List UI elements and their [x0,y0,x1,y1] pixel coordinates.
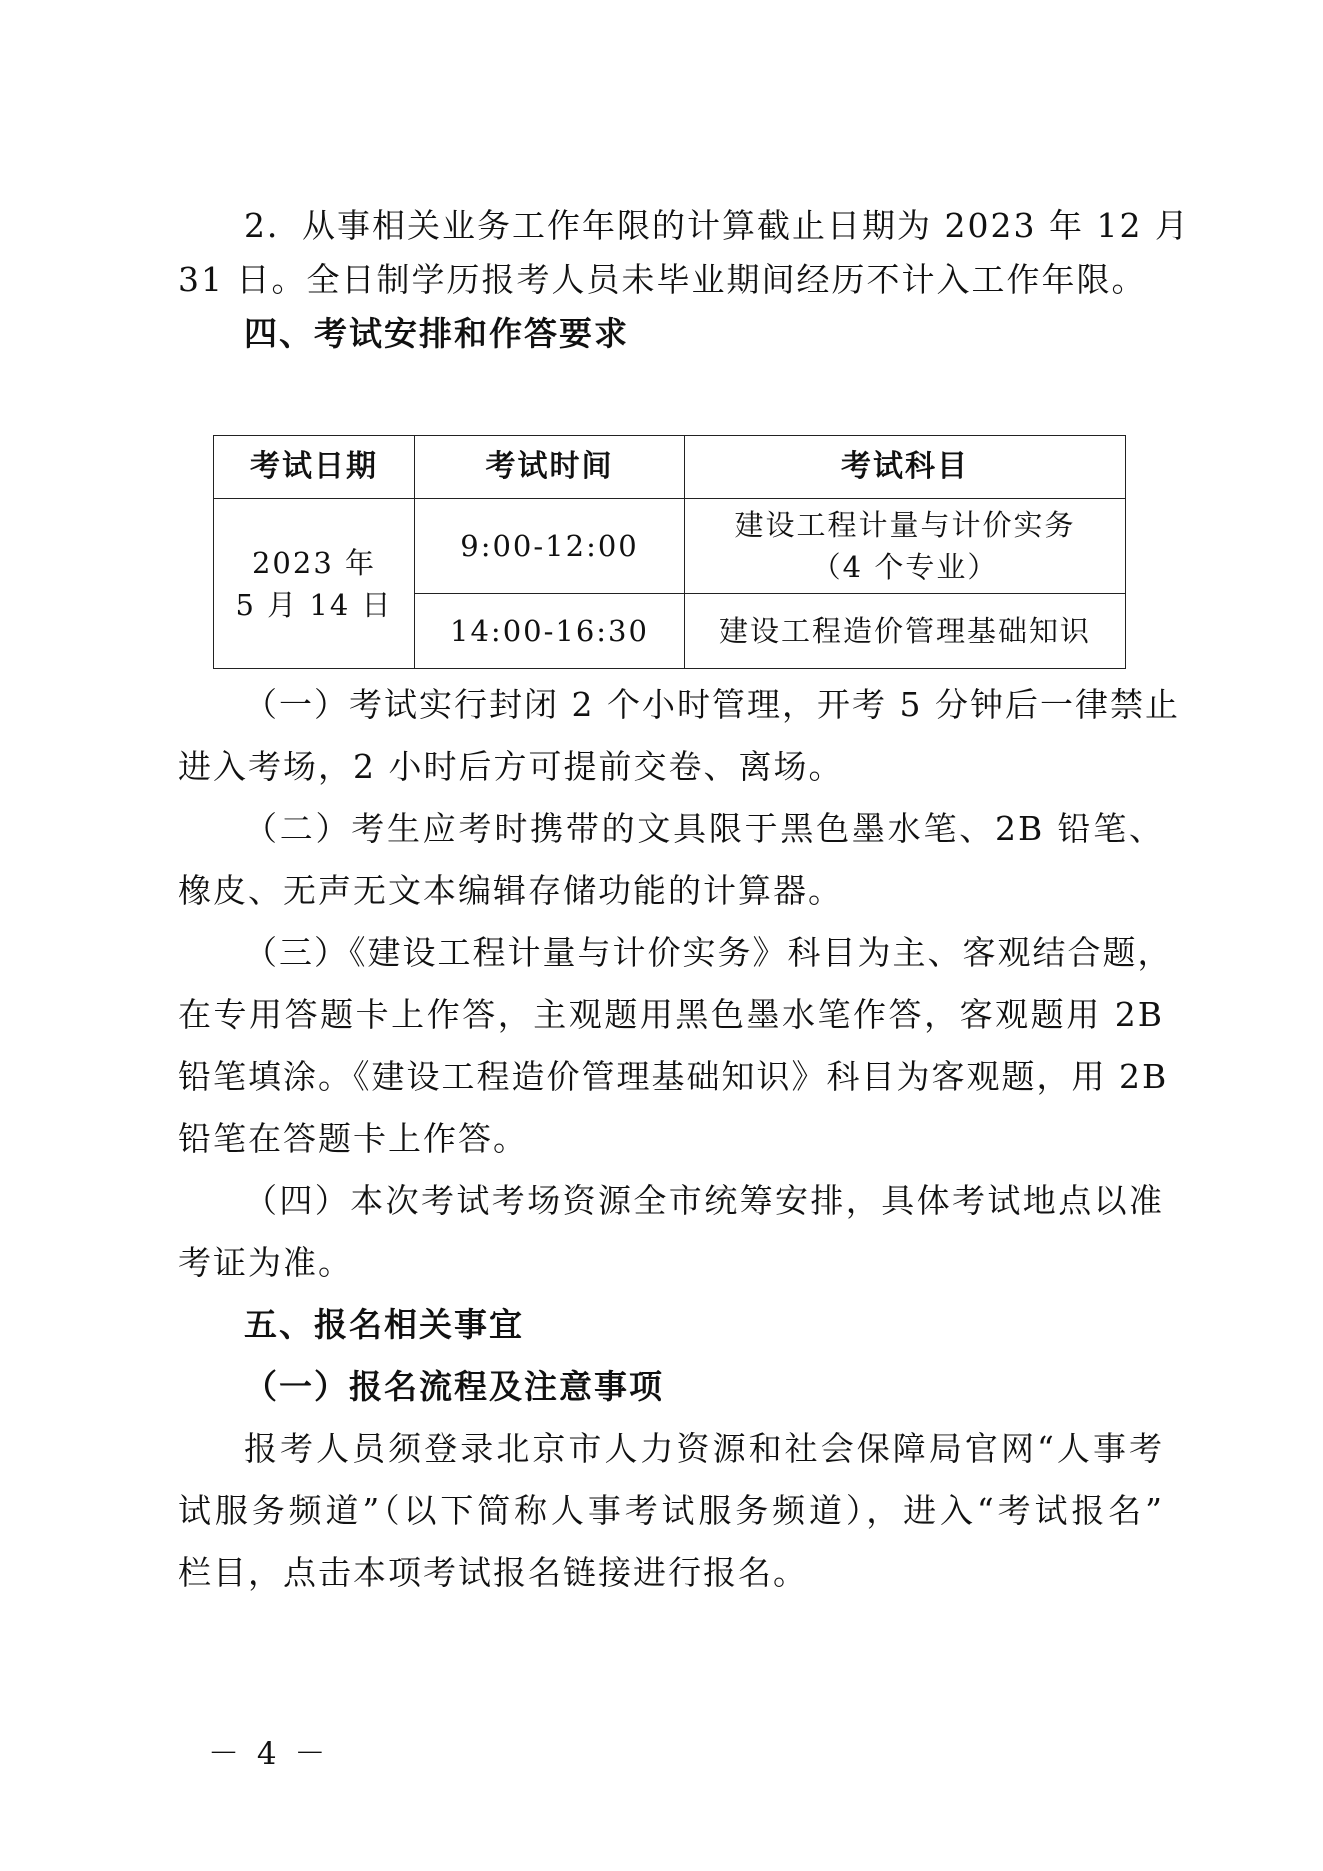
table-header-subject: 考试科目 [685,436,1126,499]
paragraph-answer-method-line-3: 铅笔填涂。《建设工程造价管理基础知识》科目为客观题，用 2B [178,1057,1169,1096]
paragraph-registration-line-2: 试服务频道”（以下简称人事考试服务频道），进入“考试报名” [178,1491,1164,1530]
paragraph-registration-line-3: 栏目，点击本项考试报名链接进行报名。 [178,1553,808,1592]
paragraph-closed-management-line-1: （一）考试实行封闭 2 个小时管理，开考 5 分钟后一律禁止 [244,685,1180,724]
exam-schedule-table [213,435,1126,669]
exam-time-cell: 14:00-16:30 [415,594,685,669]
paragraph-answer-method-line-4: 铅笔在答题卡上作答。 [178,1119,528,1158]
table-row [214,499,1126,594]
section-heading-registration: 五、报名相关事宜 [244,1305,524,1344]
exam-date-year: 2023 年 [251,545,377,580]
exam-subject-note: （4 个专业） [811,550,999,584]
exam-subject-name: 建设工程计量与计价实务 [734,508,1076,542]
subsection-heading-registration-process: （一）报名流程及注意事项 [244,1367,664,1406]
paragraph-answer-method-line-1: （三）《建设工程计量与计价实务》科目为主、客观结合题， [244,933,1173,972]
paragraph-exam-venue-line-1: （四）本次考试考场资源全市统筹安排，具体考试地点以准 [244,1181,1164,1220]
exam-date-cell [214,499,415,669]
paragraph-work-years-line-1: 2．从事相关业务工作年限的计算截止日期为 2023 年 12 月 [244,206,1190,245]
paragraph-stationery-line-2: 橡皮、无声无文本编辑存储功能的计算器。 [178,871,843,910]
table-header-row [214,436,1126,499]
paragraph-closed-management-line-2: 进入考场，2 小时后方可提前交卷、离场。 [178,747,844,786]
paragraph-registration-line-1: 报考人员须登录北京市人力资源和社会保障局官网“人事考 [244,1429,1164,1468]
section-heading-exam-arrangement: 四、考试安排和作答要求 [244,314,629,353]
exam-subject-cell: 建设工程造价管理基础知识 [685,594,1126,669]
exam-subject-cell [685,499,1126,594]
exam-date-day: 5 月 14 日 [235,587,393,622]
page-number: － 4 － [208,1736,330,1772]
table-header-time: 考试时间 [415,436,685,499]
paragraph-answer-method-line-2: 在专用答题卡上作答，主观题用黑色墨水笔作答，客观题用 2B [178,995,1164,1034]
paragraph-work-years-line-2: 31 日。全日制学历报考人员未毕业期间经历不计入工作年限。 [178,260,1147,299]
table-header-date: 考试日期 [214,436,415,499]
exam-time-cell: 9:00-12:00 [415,499,685,594]
paragraph-stationery-line-1: （二）考生应考时携带的文具限于黑色墨水笔、2B 铅笔、 [244,809,1164,848]
paragraph-exam-venue-line-2: 考证为准。 [178,1243,353,1282]
